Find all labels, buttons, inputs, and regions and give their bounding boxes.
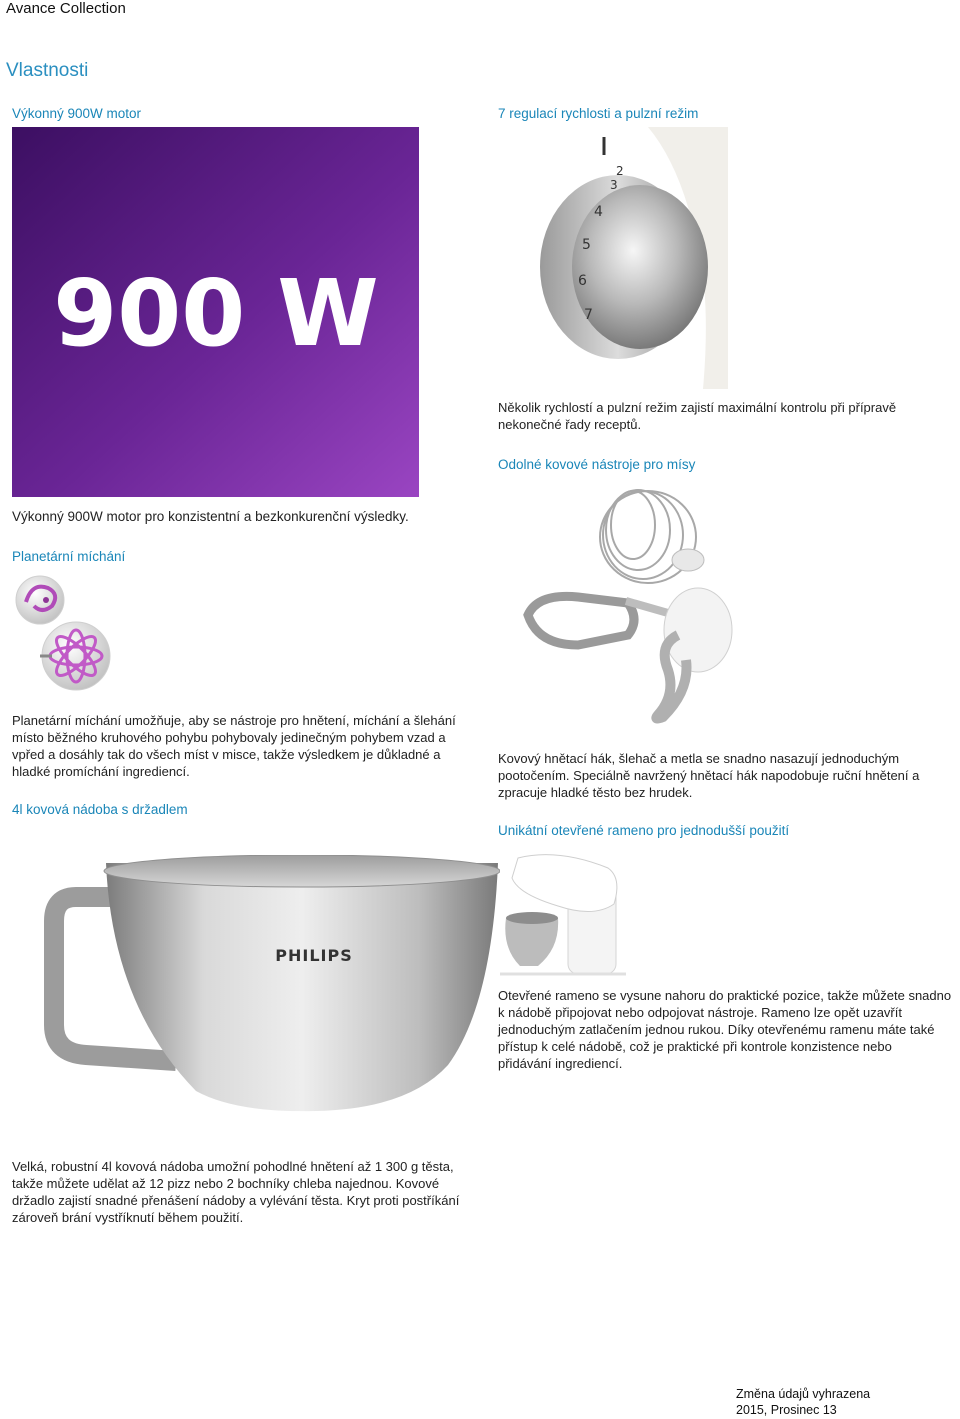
feature-title-planetary: Planetární míchání [12,549,126,564]
motor-description: Výkonný 900W motor pro konzistentní a bezkonkurenční výsledky. [12,509,409,524]
bowl-logo: PHILIPS [275,946,353,965]
section-title: Vlastnosti [6,60,89,81]
bowl-description: Velká, robustní 4l kovová nádoba umožní pohodlné hnětení až 1 300 g těsta, takže můžete udělat až 12 pizz nebo 2 bochníky chleba najednou. Kovové držadlo zajistí snadné přenášení nádoby a vylévání těsta. Kryt proti postříkání zároveň brání vystříknutí během použití. [12,1159,460,1225]
dial-label-7: 7 [584,307,593,323]
feature-title-motor: Výkonný 900W motor [12,106,142,121]
feature-title-tools: Odolné kovové nástroje pro mísy [498,457,696,472]
dial-label-4: 4 [594,204,603,220]
dial-label-5: 5 [582,237,591,253]
tools-image [518,485,738,725]
dial-label-3: 3 [610,178,618,192]
planetary-icon [12,572,112,694]
footer [736,1386,870,1418]
brand-title: Avance Collection [6,0,126,17]
speed-description: Několik rychlostí a pulzní režim zajistí maximální kontrolu při přípravě nekonečné řady receptů. [498,400,897,432]
footer-date-page: 2015, Prosinec 13 [736,1403,837,1417]
feature-title-arm: Unikátní otevřené rameno pro jednodušší použití [498,823,790,838]
dial-label-2: 2 [616,164,624,178]
speed-dial-image [498,127,728,389]
dial-label-6: 6 [578,273,587,289]
bowl-image [36,855,500,1115]
tools-description: Kovový hnětací hák, šlehač a metla se snadno nasazují jednoduchým pootočením. Speciálně navržený hnětací hák napodobuje ruční hnětení a zpracuje hladké těsto bez hrudek. [498,751,920,800]
feature-title-bowl: 4l kovová nádoba s držadlem [12,802,188,817]
feature-title-speed: 7 regulací rychlosti a pulzní režim [498,106,699,121]
footer-disclaimer: Změna údajů vyhrazena [736,1387,871,1401]
motor-image [12,127,419,497]
mixer-arm-image [498,848,628,976]
motor-image-text: 900 W [53,260,379,367]
arm-description: Otevřené rameno se vysune nahoru do praktické pozice, takže můžete snadno k nádobě připojovat nebo odpojovat nástroje. Rameno lze opět uzavřít jednoduchým zatlačením jednou rukou. Díky otevřenému ramenu máte také přístup k celé nádobě, což je praktické při kontrole konzistence nebo přidávání ingrediencí. [498,988,952,1071]
planetary-description: Planetární míchání umožňuje, aby se nástroje pro hnětení, míchání a šlehání místo běžného kruhového pohybu pohybovaly jedinečným pohybem vzad a vpřed a dosáhly tak do všech míst v misce, takže výsledkem je důkladné a hladké promíchání ingrediencí. [12,713,456,779]
